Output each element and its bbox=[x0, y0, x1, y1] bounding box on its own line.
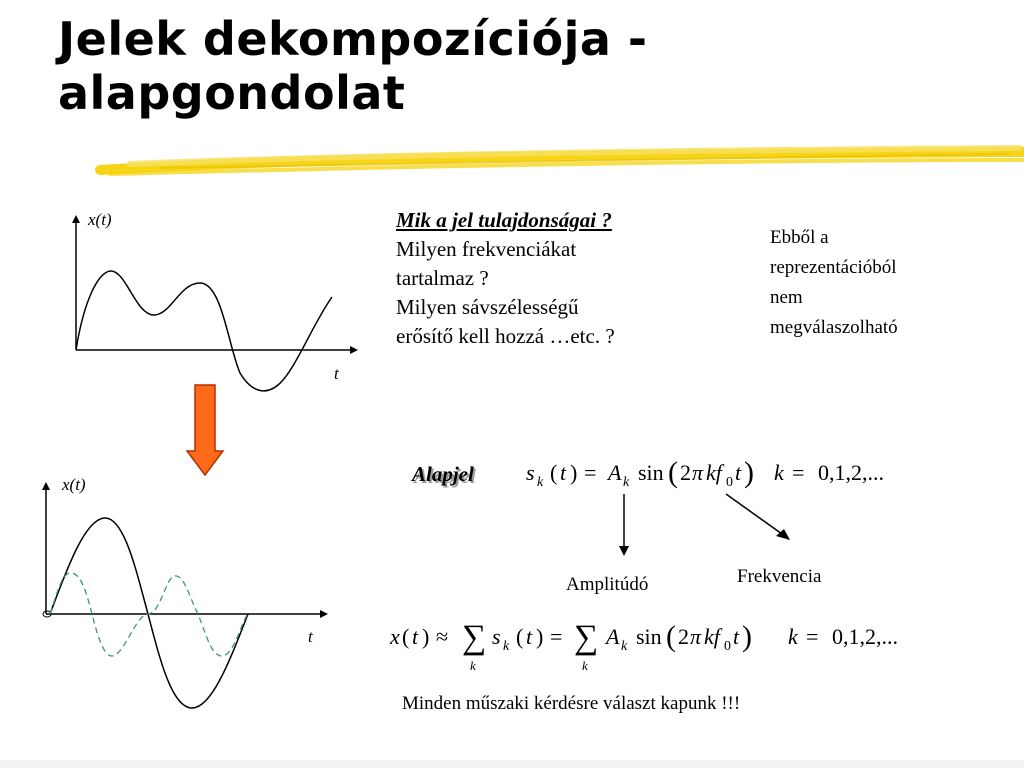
svg-text:k: k bbox=[623, 475, 630, 490]
svg-text:): ) bbox=[742, 620, 752, 653]
amplitude-label: Amplitúdó bbox=[566, 574, 649, 595]
svg-text:): ) bbox=[422, 624, 430, 649]
side-note bbox=[770, 223, 990, 343]
svg-text:t: t bbox=[733, 624, 740, 649]
conclusion-text: Minden műszaki kérdésre választ kapunk !!! bbox=[402, 693, 741, 714]
alapjel-label: Alapjel bbox=[412, 462, 474, 486]
svg-text:x: x bbox=[390, 624, 400, 649]
svg-text:): ) bbox=[744, 456, 754, 489]
note-line-2: reprezentációból bbox=[770, 257, 897, 278]
question-line-1: Milyen frekvenciákat bbox=[396, 237, 577, 261]
properties-questions bbox=[396, 206, 716, 351]
title-line-2: alapgondolat bbox=[58, 66, 406, 120]
svg-text:(: ( bbox=[516, 624, 524, 649]
frequency-label: Frekvencia bbox=[737, 566, 822, 587]
svg-text:): ) bbox=[536, 624, 544, 649]
svg-text:(: ( bbox=[550, 460, 558, 485]
note-line-4: megválaszolható bbox=[770, 317, 898, 338]
svg-text:∑: ∑ bbox=[574, 619, 599, 656]
svg-text:A: A bbox=[606, 624, 620, 649]
down-arrow-icon bbox=[185, 383, 225, 478]
note-line-3: nem bbox=[770, 287, 803, 308]
svg-text:2: 2 bbox=[680, 460, 691, 485]
svg-text:A: A bbox=[608, 460, 622, 485]
svg-text:sin: sin bbox=[638, 460, 664, 485]
svg-text:t: t bbox=[412, 624, 419, 649]
svg-text:0: 0 bbox=[726, 475, 733, 490]
svg-text:∑: ∑ bbox=[462, 619, 487, 656]
slide-title bbox=[58, 12, 998, 120]
formula-pointer-arrows bbox=[600, 490, 800, 560]
svg-text:=: = bbox=[550, 624, 563, 649]
svg-text:sin: sin bbox=[636, 624, 662, 649]
svg-text:): ) bbox=[570, 460, 578, 485]
svg-text:=: = bbox=[806, 624, 819, 649]
svg-text:0,1,2,...: 0,1,2,... bbox=[818, 460, 884, 485]
signal-graph-top bbox=[40, 205, 360, 400]
svg-text:π: π bbox=[692, 460, 704, 485]
question-line-4: erősítő kell hozzá …etc. ? bbox=[396, 324, 615, 348]
svg-text:t: t bbox=[560, 460, 567, 485]
graph-top-xlabel: t bbox=[334, 364, 339, 383]
composite-signal-curve bbox=[76, 271, 332, 391]
svg-text:(: ( bbox=[666, 620, 676, 653]
svg-text:(: ( bbox=[668, 456, 678, 489]
fundamental-sine-curve bbox=[50, 518, 248, 708]
svg-text:=: = bbox=[584, 460, 597, 485]
signal-graph-bottom bbox=[20, 470, 340, 720]
svg-text:k: k bbox=[503, 639, 510, 654]
svg-text:t: t bbox=[735, 460, 742, 485]
question-line-2: tartalmaz ? bbox=[396, 266, 489, 290]
svg-text:k: k bbox=[788, 624, 798, 649]
svg-text:s: s bbox=[526, 460, 535, 485]
title-highlight-stroke bbox=[0, 140, 1024, 180]
slide-bottom-band bbox=[0, 760, 1024, 768]
svg-text:≈: ≈ bbox=[436, 624, 449, 649]
svg-text:s: s bbox=[492, 624, 501, 649]
svg-text:k: k bbox=[774, 460, 784, 485]
svg-text:π: π bbox=[690, 624, 702, 649]
svg-text:k: k bbox=[621, 639, 628, 654]
svg-text:kf: kf bbox=[706, 460, 722, 485]
svg-text:kf: kf bbox=[704, 624, 720, 649]
svg-text:(: ( bbox=[402, 624, 410, 649]
basis-formula bbox=[520, 450, 910, 492]
svg-text:k: k bbox=[582, 658, 588, 673]
question-line-3: Milyen sávszélességű bbox=[396, 295, 579, 319]
svg-text:k: k bbox=[470, 658, 476, 673]
title-line-1: Jelek dekompozíciója - bbox=[58, 12, 648, 66]
svg-text:2: 2 bbox=[678, 624, 689, 649]
svg-text:k: k bbox=[537, 475, 544, 490]
questions-heading: Mik a jel tulajdonságai ? bbox=[396, 208, 612, 232]
graph-bottom-xlabel: t bbox=[308, 627, 313, 646]
svg-text:t: t bbox=[526, 624, 533, 649]
sum-formula bbox=[386, 610, 926, 680]
svg-text:0: 0 bbox=[724, 639, 731, 654]
graph-top-ylabel: x(t) bbox=[88, 210, 112, 229]
svg-text:=: = bbox=[792, 460, 805, 485]
svg-text:0,1,2,...: 0,1,2,... bbox=[832, 624, 898, 649]
graph-bottom-ylabel: x(t) bbox=[62, 475, 86, 494]
note-line-1: Ebből a bbox=[770, 227, 829, 248]
